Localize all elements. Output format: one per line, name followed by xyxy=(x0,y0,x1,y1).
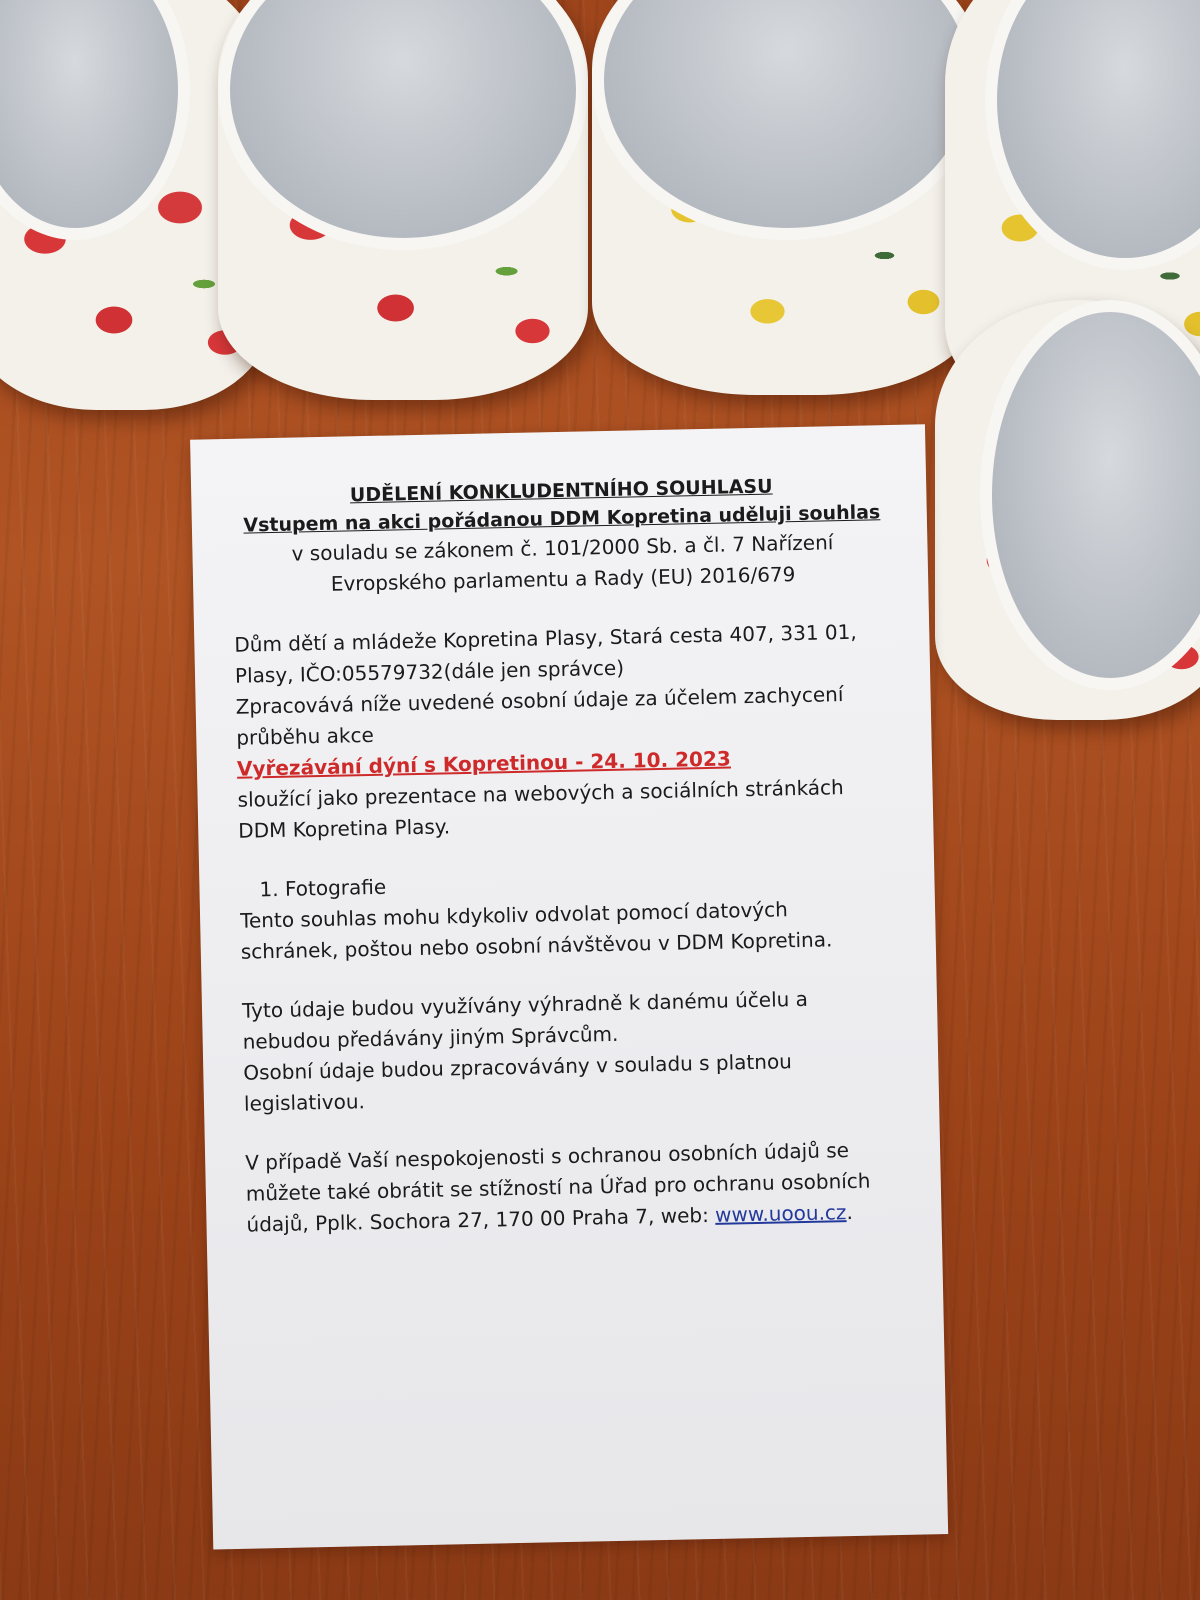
legal-basis-line1: v souladu se zákonem č. 101/2000 Sb. a čl. 7 Nařízení xyxy=(291,530,834,566)
usage-line1: sloužící jako prezentace na webových a sociálních stránkách xyxy=(237,775,844,812)
document-title: UDĚLENÍ KONKLUDENTNÍHO SOUHLASU xyxy=(349,475,773,507)
list-item-photography: 1. Fotografie xyxy=(259,874,387,902)
purpose-line2: průběhu akce xyxy=(236,722,375,750)
revoke-line1: Tento souhlas mohu kdykoliv odvolat pomocí datových xyxy=(239,897,789,933)
controller-line2: Plasy, IČO:05579732(dále jen správce) xyxy=(234,655,625,688)
controller-line1: Dům dětí a mládeže Kopretina Plasy, Stará cesta 407, 331 01, xyxy=(234,619,857,657)
period: . xyxy=(846,1199,854,1225)
law-line1: Osobní údaje budou zpracovávány v souladu s platnou xyxy=(243,1049,793,1085)
complaint-line1: V případě Vaší nespokojenosti s ochranou osobních údajů se xyxy=(244,1138,850,1175)
use-line2: nebudou předávány jiným Správcům. xyxy=(242,1021,619,1054)
lemon-cup-center xyxy=(592,0,982,395)
usage-line2: DDM Kopretina Plasy. xyxy=(238,814,451,843)
law-line2: legislativou. xyxy=(243,1089,366,1116)
complaint-line3-text: údajů, Pplk. Sochora 27, 170 00 Praha 7, web: xyxy=(246,1203,710,1237)
consent-sheet xyxy=(190,424,948,1549)
strawberry-cup-center xyxy=(218,0,588,400)
purpose-line1: Zpracovává níže uvedené osobní údaje za účelem zachycení xyxy=(235,682,844,719)
document-subtitle: Vstupem na akci pořádanou DDM Kopretina uděluji souhlas xyxy=(243,501,881,537)
website-link[interactable]: www.uoou.cz xyxy=(714,1200,847,1227)
revoke-line2: schránek, poštou nebo osobní návštěvou v DDM Kopretina. xyxy=(240,927,833,964)
strawberry-cup-right xyxy=(935,300,1200,720)
consent-document xyxy=(231,470,907,1241)
legal-basis-line2: Evropského parlamentu a Rady (EU) 2016/679 xyxy=(330,562,796,596)
use-line1: Tyto údaje budou využívány výhradně k danému účelu a xyxy=(241,986,809,1023)
event-name: Vyřezávání dýní s Kopretinou - 24. 10. 2023 xyxy=(236,746,732,781)
complaint-line2: můžete také obrátit se stížností na Úřad pro ochranu osobních xyxy=(245,1168,871,1206)
